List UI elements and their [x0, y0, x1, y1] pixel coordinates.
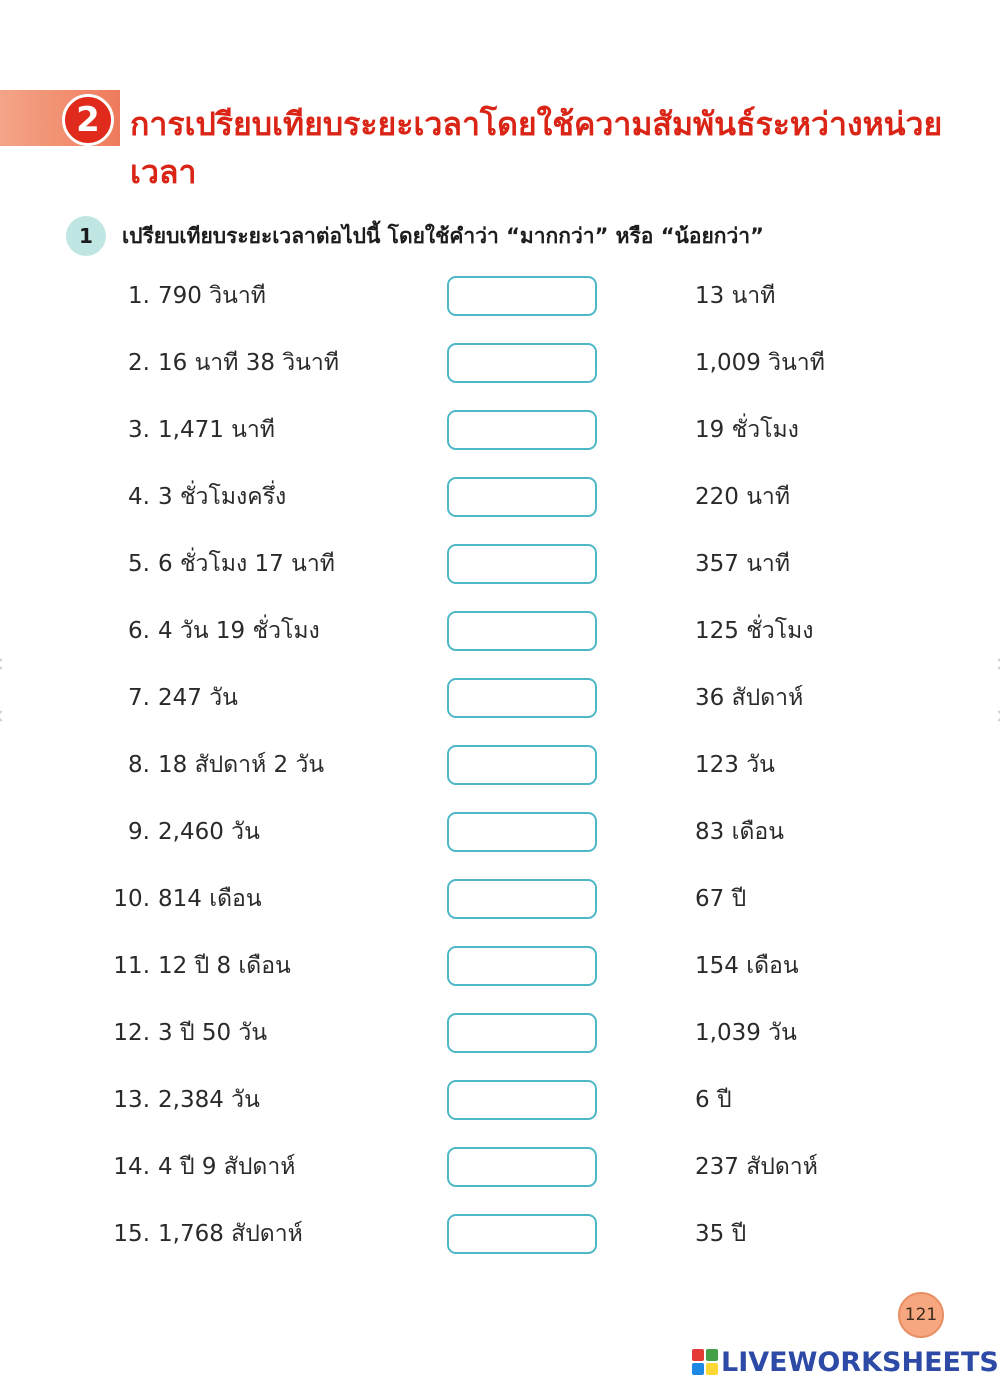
right-duration: 36 สัปดาห์ — [695, 685, 804, 711]
answer-box[interactable] — [447, 879, 597, 919]
answer-box[interactable] — [447, 946, 597, 986]
right-duration: 220 นาที — [695, 484, 791, 510]
left-duration: 814 เดือน — [158, 886, 262, 912]
question-row — [0, 341, 1000, 385]
right-duration: 67 ปี — [695, 886, 747, 912]
right-duration: 35 ปี — [695, 1221, 747, 1247]
answer-box[interactable] — [447, 678, 597, 718]
question-number: 12. — [113, 1020, 150, 1046]
question-row — [0, 1078, 1000, 1122]
right-duration: 1,039 วัน — [695, 1020, 797, 1046]
question-number: 8. — [128, 752, 150, 778]
question-row — [0, 475, 1000, 519]
left-duration: 3 ชั่วโมงครึ่ง — [158, 484, 287, 510]
question-row — [0, 609, 1000, 653]
question-row — [0, 810, 1000, 854]
question-row — [0, 1011, 1000, 1055]
answer-box[interactable] — [447, 745, 597, 785]
answer-box[interactable] — [447, 343, 597, 383]
left-duration: 16 นาที 38 วินาที — [158, 350, 339, 376]
question-row — [0, 542, 1000, 586]
question-number: 7. — [128, 685, 150, 711]
question-number: 2. — [128, 350, 150, 376]
page-number: 121 — [898, 1292, 944, 1338]
question-row — [0, 274, 1000, 318]
question-number: 1. — [128, 283, 150, 309]
answer-box[interactable] — [447, 611, 597, 651]
question-number: 6. — [128, 618, 150, 644]
left-duration: 790 วินาที — [158, 283, 266, 309]
question-number: 14. — [113, 1154, 150, 1180]
liveworksheets-wordmark: LIVEWORKSHEETS — [721, 1346, 999, 1378]
liveworksheets-logo-icon — [692, 1349, 718, 1375]
question-number: 13. — [113, 1087, 150, 1113]
question-number: 4. — [128, 484, 150, 510]
left-duration: 18 สัปดาห์ 2 วัน — [158, 752, 325, 778]
question-number: 10. — [113, 886, 150, 912]
right-duration: 6 ปี — [695, 1087, 732, 1113]
question-row — [0, 676, 1000, 720]
answer-box[interactable] — [447, 1214, 597, 1254]
question-number: 5. — [128, 551, 150, 577]
answer-box[interactable] — [447, 1080, 597, 1120]
left-duration: 6 ชั่วโมง 17 นาที — [158, 551, 335, 577]
answer-box[interactable] — [447, 276, 597, 316]
liveworksheets-watermark[interactable] — [692, 1346, 999, 1378]
right-duration: 357 นาที — [695, 551, 791, 577]
right-duration: 123 วัน — [695, 752, 775, 778]
question-number: 11. — [113, 953, 150, 979]
answer-box[interactable] — [447, 1013, 597, 1053]
right-duration: 125 ชั่วโมง — [695, 618, 814, 644]
answer-box[interactable] — [447, 544, 597, 584]
left-duration: 2,460 วัน — [158, 819, 260, 845]
right-duration: 19 ชั่วโมง — [695, 417, 799, 443]
left-duration: 247 วัน — [158, 685, 238, 711]
page-edge-mark — [0, 658, 7, 669]
left-duration: 1,471 นาที — [158, 417, 275, 443]
question-number: 15. — [113, 1221, 150, 1247]
right-duration: 1,009 วินาที — [695, 350, 825, 376]
right-duration: 154 เดือน — [695, 953, 799, 979]
question-row — [0, 743, 1000, 787]
left-duration: 4 วัน 19 ชั่วโมง — [158, 618, 320, 644]
question-row — [0, 1212, 1000, 1256]
exercise-number-badge: 1 — [66, 216, 106, 256]
section-number-badge: 2 — [62, 94, 114, 146]
left-duration: 12 ปี 8 เดือน — [158, 953, 291, 979]
left-duration: 4 ปี 9 สัปดาห์ — [158, 1154, 296, 1180]
section-title: การเปรียบเทียบระยะเวลาโดยใช้ความสัมพันธ์ระหว่างหน่วยเวลา — [130, 105, 943, 191]
question-row — [0, 1145, 1000, 1189]
left-duration: 1,768 สัปดาห์ — [158, 1221, 303, 1247]
right-duration: 237 สัปดาห์ — [695, 1154, 818, 1180]
answer-box[interactable] — [447, 1147, 597, 1187]
answer-box[interactable] — [447, 477, 597, 517]
right-duration: 83 เดือน — [695, 819, 784, 845]
answer-box[interactable] — [447, 410, 597, 450]
right-duration: 13 นาที — [695, 283, 776, 309]
answer-box[interactable] — [447, 812, 597, 852]
question-number: 3. — [128, 417, 150, 443]
question-row — [0, 944, 1000, 988]
left-duration: 2,384 วัน — [158, 1087, 260, 1113]
question-number: 9. — [128, 819, 150, 845]
question-row — [0, 877, 1000, 921]
question-row — [0, 408, 1000, 452]
page-edge-mark — [993, 658, 1000, 669]
exercise-instruction: เปรียบเทียบระยะเวลาต่อไปนี้ โดยใช้คำว่า “มากกว่า” หรือ “น้อยกว่า” — [122, 224, 764, 248]
left-duration: 3 ปี 50 วัน — [158, 1020, 268, 1046]
